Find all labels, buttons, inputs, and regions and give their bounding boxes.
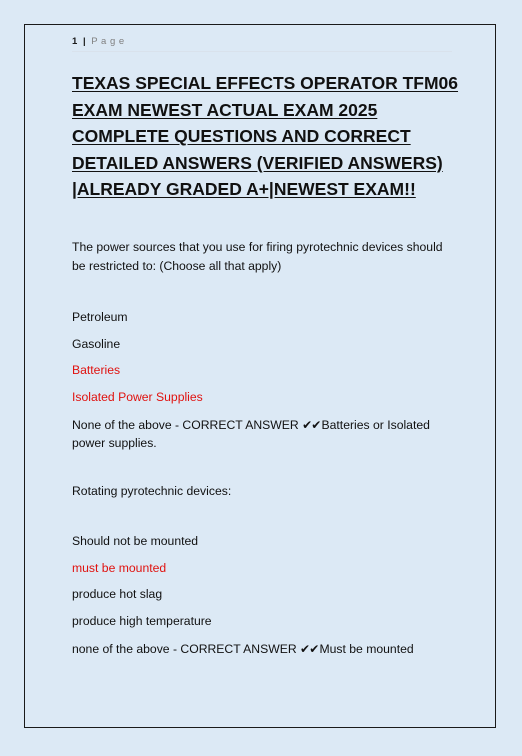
option-batteries: Batteries <box>72 363 121 377</box>
answer-2-prefix: none of the above - CORRECT ANSWER <box>72 642 301 656</box>
document-title: TEXAS SPECIAL EFFECTS OPERATOR TFM06 EXAM NEWEST ACTUAL EXAM 2025 COMPLETE QUESTIONS AND CORRECT DETAILED ANSWERS (VERIFIED ANSWERS) |ALREADY GRADED A+|NEWEST EXAM!! <box>72 73 459 199</box>
option-isolated-power-supplies: Isolated Power Supplies <box>72 389 203 404</box>
question-2-options <box>72 534 452 658</box>
answer-1-prefix: None of the above - CORRECT ANSWER <box>72 418 303 432</box>
page-separator: | <box>82 36 87 47</box>
page-header <box>72 36 452 52</box>
answer-2-text: Must be mounted <box>319 642 414 656</box>
checkmark-icon: ✔✔ <box>300 642 319 656</box>
question-1: The power sources that you use for firing pyrotechnic devices should be restricted to: (Choose all that apply) <box>72 240 443 273</box>
question-2: Rotating pyrotechnic devices: <box>72 484 232 498</box>
option-produce-hot-slag: produce hot slag <box>72 587 163 601</box>
option-produce-high-temperature: produce high temperature <box>72 613 212 628</box>
answer-1 <box>72 416 452 452</box>
option-petroleum: Petroleum <box>72 310 128 324</box>
question-1-options <box>72 310 452 452</box>
page-label: P a g e <box>91 36 125 47</box>
answer-1-text: Batteries or Isolated power supplies. <box>72 418 430 450</box>
option-must-be-mounted: must be mounted <box>72 560 167 575</box>
option-gasoline: Gasoline <box>72 336 121 351</box>
answer-2 <box>72 640 452 658</box>
option-should-not-be-mounted: Should not be mounted <box>72 534 199 548</box>
page-number: 1 <box>72 36 78 47</box>
checkmark-icon: ✔✔ <box>302 418 321 432</box>
document-body <box>72 238 452 658</box>
